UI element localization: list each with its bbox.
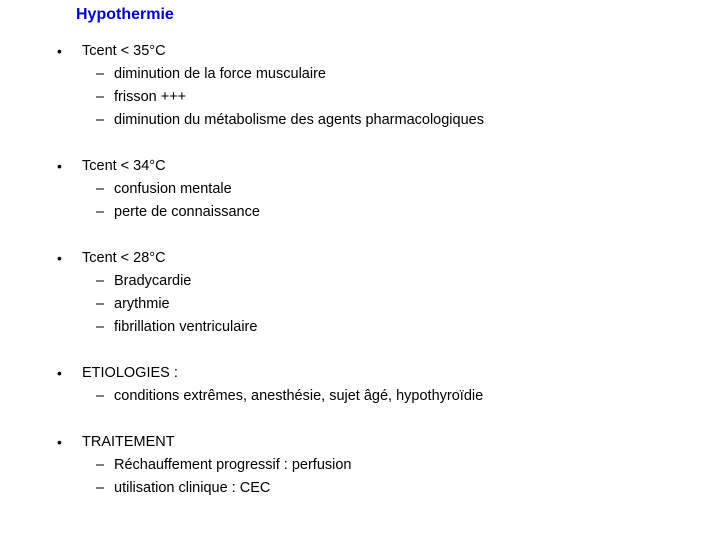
sub-item-text: frisson +++ [114,89,187,105]
bullet-marker-icon: • [57,434,62,450]
bullet-marker-icon: • [57,365,62,381]
dash-marker-icon: – [96,296,105,312]
bullet-text: Tcent < 28°C [82,250,166,266]
sub-item-text: utilisation clinique : CEC [114,480,271,496]
dash-marker-icon: – [96,388,105,404]
dash-marker-icon: – [96,319,105,335]
sub-item-text: Réchauffement progressif : perfusion [114,457,352,473]
sub-item-text: perte de connaissance [114,204,260,220]
dash-marker-icon: – [96,204,105,220]
bullet-marker-icon: • [57,158,62,174]
bullet-marker-icon: • [57,43,62,59]
sub-item-text: conditions extrêmes, anesthésie, sujet âgé, hypothyroïdie [114,388,484,404]
dash-marker-icon: – [96,89,105,105]
sub-item-text: confusion mentale [114,181,232,197]
sub-item-text: diminution du métabolisme des agents pharmacologiques [114,112,484,128]
dash-marker-icon: – [96,112,105,128]
slide-title: Hypothermie [76,6,174,23]
sub-item-text: arythmie [114,296,170,312]
dash-marker-icon: – [96,181,105,197]
dash-marker-icon: – [96,66,105,82]
bullet-text: ETIOLOGIES : [82,365,178,381]
sub-item-text: diminution de la force musculaire [114,66,326,82]
dash-marker-icon: – [96,273,105,289]
dash-marker-icon: – [96,480,105,496]
bullet-text: TRAITEMENT [82,434,175,450]
sub-item-text: Bradycardie [114,273,192,289]
dash-marker-icon: – [96,457,105,473]
bullet-text: Tcent < 35°C [82,43,166,59]
sub-item-text: fibrillation ventriculaire [114,319,258,335]
bullet-marker-icon: • [57,250,62,266]
bullet-text: Tcent < 34°C [82,158,166,174]
